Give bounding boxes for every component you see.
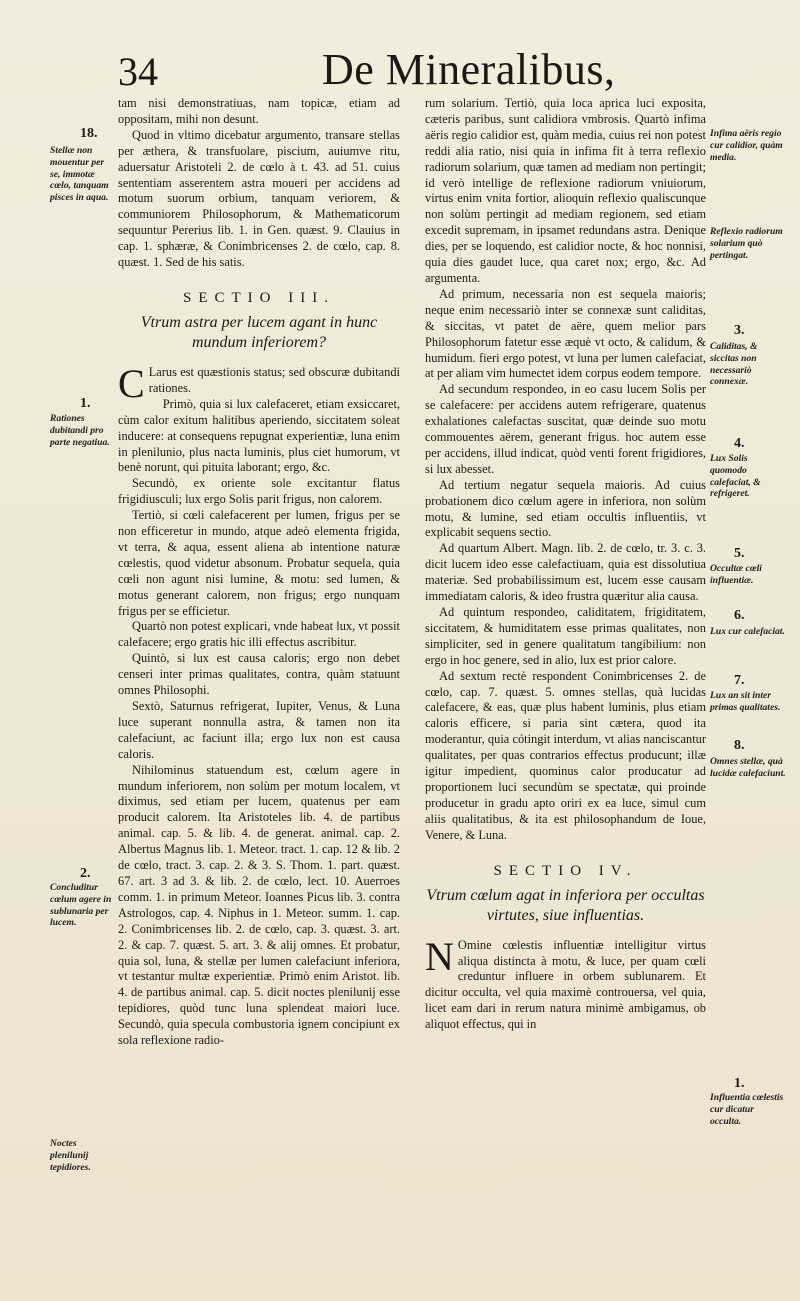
margin-note: Caliditas, & siccitas non necessariò connexæ.	[710, 341, 758, 388]
margin-number: 4.	[734, 436, 745, 451]
paragraph: Tertiò, si cœli calefacerent per lumen, frigus per se non efficeretur in mundo, atque adeò elementa frigida, vt terra, & aqua, essent aliena ab intentione naturæ cœlestis, quod videtur absonum. Probatur sequela, quia cœli non agunt nisi lumine, & motu: sed lumen, & motus generant calorem, non frigus; ergo nunquam frigus per se efficietur.	[118, 508, 400, 618]
section-heading: SECTIO III.	[183, 289, 335, 306]
margin-note: Influentia cœlestis cur dicatur occulta.	[710, 1092, 784, 1127]
margin-note: Lux an sit inter primas qualitates.	[710, 690, 781, 713]
paragraph-dropcap	[118, 360, 400, 406]
margin-number: 1.	[80, 396, 91, 411]
margin-note: Lux Solis quomodo calefaciat, & refrigeret.	[710, 453, 761, 500]
margin-note: Concluditur cœlum agere in sublunaria per lucem.	[50, 882, 112, 929]
section-title: Vtrum cœlum agat in inferiora per occultas virtutes, siue influentias.	[426, 886, 705, 924]
left-text-column	[118, 96, 400, 1049]
right-text-column	[425, 96, 706, 1033]
drop-capital: C	[118, 360, 145, 406]
paragraph: tam nisi demonstratiuas, nam topicæ, etiam ad oppositam, mihi non desunt.	[118, 96, 400, 126]
paragraph-dropcap	[425, 933, 706, 1033]
paragraph: Ad primum, necessaria non est sequela maioris; neque enim necessariò inter se connexæ sunt caliditas, & siccitas, vt patet de aëre, quem melior pars Philosophorum fatetur esse æquè vt octo, & calidum, & humidum. fieri ergo potest, vt luna per lumen calefaciat, at per aliam vim humectet idem corpus eodem tempore.	[425, 286, 706, 381]
paragraph: Ad tertium negatur sequela maioris. Ad cuius probationem dico cœlum agere in inferiora, non solùm motu, & lumine, sed etiam occultis influentiis, vt explicabit sequens sectio.	[425, 477, 706, 540]
section-heading: SECTIO IV.	[493, 862, 638, 879]
paragraph: Ad sextum rectè respondent Conimbricenses 2. de cœlo, cap. 7. quæst. 5. omnes stellas, quà lucidas calefacere, & eas, quæ plus habent luminis, plus etiam caloris efficere, si paria sint cætera, quod ita moderantur, quia cótingit interdum, vt alias nanciscantur qualitates, per quas contrarios effectus producunt; illæ igitur impedient, quominus calor producatur ad proportionem luci secundùm se spectatæ, qui proinde producetur in gradu apto oriri ex ea luce, simul cum aliis qualitatibus, & ita est philosophandum de Ioue, Venere, & Luna.	[425, 668, 706, 842]
paragraph: Ad secundum respondeo, in eo casu lucem Solis per se calefacere: per accidens autem refrigerare, quatenus exhalationes calefactas suscitat, quæ deinde suo motu commouentes aërem, generant frigus. hoc autem esse per accidens, illud indicat, quòd venti forent frigidiores, si lux abesset.	[425, 382, 706, 476]
margin-note: Lux cur calefaciat.	[710, 626, 785, 637]
page-header	[112, 46, 672, 96]
margin-number: 7.	[734, 673, 745, 688]
margin-note: Noctes plenilunij tepidiores.	[50, 1138, 91, 1173]
margin-number: 5.	[734, 546, 745, 561]
paragraph: Sextò, Saturnus refrigerat, Iupiter, Venus, & Luna luce superant nonnulla astra, & tamen non ita calefaciunt, ac faciunt illa; ergo lux non est causa caloris.	[118, 699, 400, 761]
paragraph-text: Larus est quæstionis status; sed obscuræ dubitandi rationes.	[148, 364, 400, 395]
margin-note: Reflexio radiorum solarium quò pertingat.	[710, 226, 783, 261]
running-title: De Mineralibus,	[322, 45, 616, 94]
margin-number: 8.	[734, 738, 745, 753]
paragraph: Nihilominus statuendum est, cœlum agere in mundum inferiorem, non solùm per motum localem, vt diximus, sed etiam per lucem, quatenus per eam producit calorem. Ita Aristoteles lib. 4. de partibus animal. cap. 5. & lib. 4. de generat. animal. cap. 2. Albertus Magnus lib. 1. Meteor. tract. 1. cap. 12 & lib. 2 de cœlo, tract. 3. cap. 2. & 3. S. Thom. 1. part. quæst. 67. art. 3 ad 3. & lib. 2. de cœlo, lect. 10. Auerroes comm. 1. in primum Meteor. Ioannes Picus lib. 3. contra Astrologos, cap. 4. Niphus in 1. Meteor. summ. 1. cap. 2. Conimbricenses lib. 2. de cœlo, cap. 3. quæst. 3. art. 2. & cap. 7. quæst. 5. art. 3. & alij omnes. Et probatur, quia sol, luna, & stellæ per lumen calefaciunt inferiora, vt testantur multæ experientiæ. Primò enim Aristot. lib. 4. de partibus animal. cap. 5. dicit noctes plenilunij esse tepidiores, quòd tunc luna splendeat maiori luce. Secundò, quia specula combustoria ignem concipiunt ex sola reflexione radio-	[118, 762, 400, 1048]
paragraph: Ad quartum Albert. Magn. lib. 2. de cœlo, tr. 3. c. 3. dicit lucem ideo esse calefactiuam, quia est dissolutiua materiæ. Sed probabilissimum est, lucem esse causam immediatam caloris, & ideo frustra quæritur alia causa.	[425, 541, 706, 604]
margin-number: 6.	[734, 608, 745, 623]
paragraph: Quod in vltimo dicebatur argumento, transare stellas per æthera, & transfuolare, piscium, auiumve ritu, aduersatur Aristoteli 2. de cœlo à t. 43. ad 51. cuius sententiam asserentem astra moueri per accidens ad motum suorum orbium, tanquam veriorem, & communiorem Philosophorum, & Mathematicorum sequuntur Pererius lib. 1. in Gen. quæst. 9. Clauius in cap. 1. sphæræ, & Conimbricenses 2. de cœlo, cap. 8. quæst. 1. Sed de his satis.	[118, 127, 400, 270]
margin-note: Infima aëris regio cur calidior, quàm media.	[710, 128, 783, 163]
paragraph: rum solarium. Tertiò, quia loca aprica luci exposita, cæteris paribus, sunt calidiora vmbrosis. Quartò infima aëris regio calidior est, quàm media, cuius rei non potest reddi alia ratio, nisi quia in infima fit à terra reflexio radiorum solarium, quæ tamen ad mediam non pertingit; id verò intellige de reflexione radiorum vniuiorum, virtus enim vnita fortior, alioquin reflexio qualiscunque non solùm pertingit ad mediam regionem, sed etiam excedit supremam, in ipsamet redundans astra. Denique dies, per se loquendo, est calidior nocte, & hoc nonnisi, quia dies gaudet luce, qua caret nox; ergo, &c. Ad argumenta.	[425, 96, 706, 285]
page-number: 34	[118, 49, 158, 94]
margin-number: 18.	[80, 126, 98, 141]
paragraph: Quartò non potest explicari, vnde habeat lux, vt possit calefacere; ergo gratis hic illi effectus ascribitur.	[118, 619, 400, 650]
margin-number: 1.	[734, 1076, 745, 1091]
paragraph: Quintò, si lux est causa caloris; ergo non debet censeri inter primas qualitates, contra, quàm statuunt omnes Philosophi.	[118, 651, 400, 698]
paragraph: Primò, quia si lux calefaceret, etiam exsiccaret, cùm calor exitum halitibus aperiendo, siccitatem soleat inducere: at consequens repugnat experientiæ, luna enim in plenilunio, plus nacta luminis, plus ciet humorum, vt benè norunt, qui pituita laborant; ergo, &c.	[118, 396, 400, 475]
drop-capital: N	[425, 933, 454, 979]
margin-note: Stellæ non mouentur per se, immotæ cœlo, tanquam pisces in aqua.	[50, 145, 109, 204]
paragraph: Ad quintum respondeo, caliditatem, frigiditatem, siccitatem, & humiditatem esse primas qualitates, non simpliciter, sed in genere qualitatum tangibilium: non ergo in hoc genere, sed in alio, lux est prior calore.	[425, 605, 706, 667]
margin-number: 3.	[734, 323, 745, 338]
margin-number: 2.	[80, 866, 91, 881]
margin-note: Omnes stellæ, quà lucidæ calefaciunt.	[710, 756, 786, 779]
paragraph-text: Omine cœlestis influentiæ intelligitur virtus aliqua distincta à motu, & luce, per quam cœli creduntur influere in orbem sublunarem. Et dicitur occulta, vel quia maximè controuersa, vel quia, licet eam dari in rerum natura minimè ambigamus, ob aliquot effectus, qui in	[425, 937, 706, 1032]
section-title: Vtrum astra per lucem agant in hunc mundum inferiorem?	[140, 313, 378, 351]
margin-note: Occultæ cœli influentiæ.	[710, 563, 762, 586]
paragraph: Secundò, ex oriente sole excitantur flatus frigidiusculi; lux ergo Solis parit frigus, non calorem.	[118, 476, 400, 507]
margin-note: Rationes dubitandi pro parte negatiua.	[50, 413, 110, 448]
